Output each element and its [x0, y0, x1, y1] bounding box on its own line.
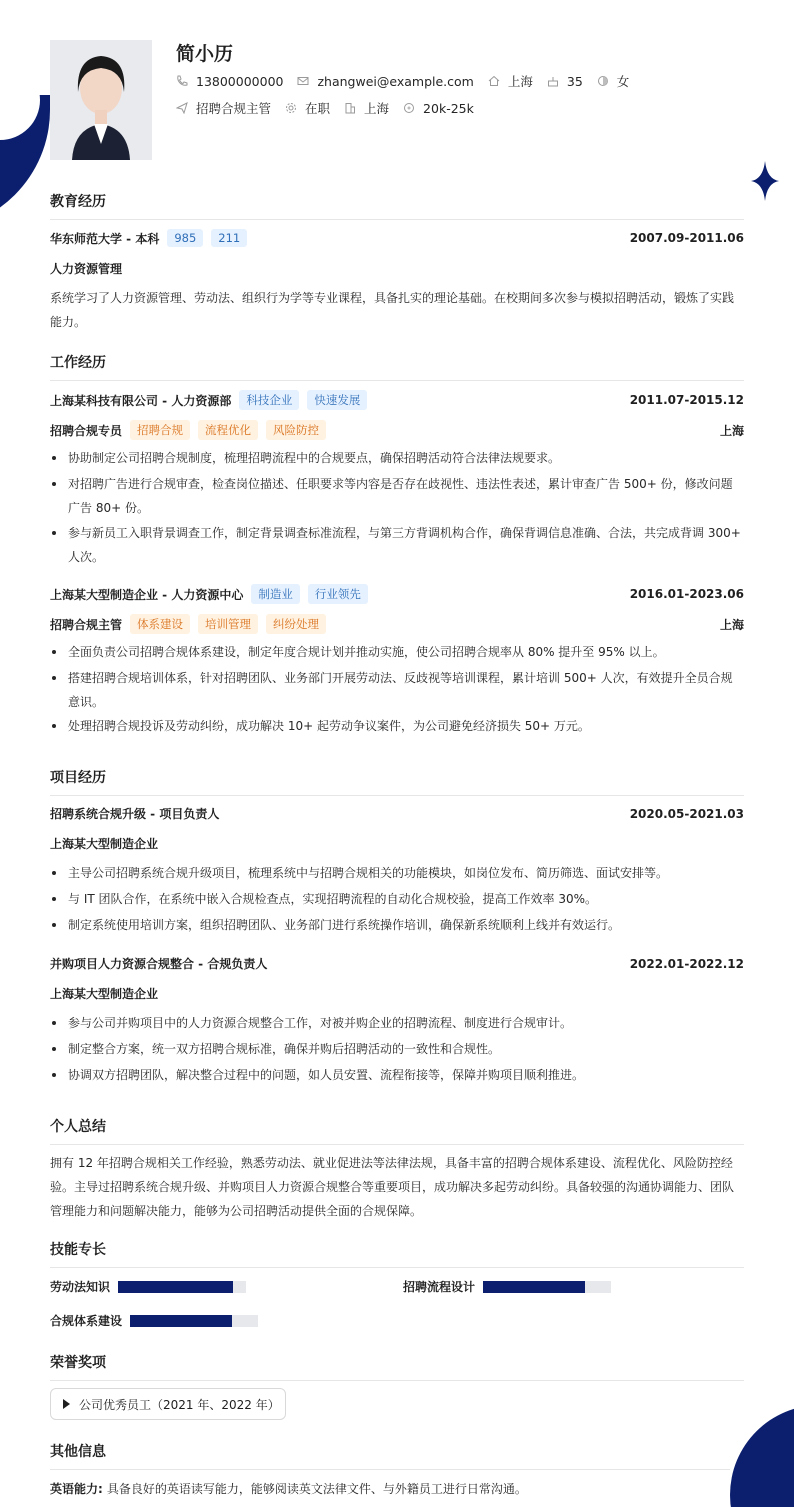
company-tag: 制造业	[251, 584, 300, 604]
skill-bar	[118, 1281, 246, 1293]
section-title: 教育经历	[50, 191, 744, 220]
location-item	[488, 72, 533, 90]
building-icon	[344, 102, 356, 114]
section-title: 个人总结	[50, 1116, 744, 1145]
work-bullet: 处理招聘合规投诉及劳动纠纷，成功解决 10+ 起劳动争议案件，为公司避免经济损失 50+ 万元。	[50, 714, 744, 738]
caret-right-icon	[63, 1399, 70, 1409]
cake-icon	[547, 75, 559, 87]
award-item[interactable]	[50, 1388, 286, 1420]
email-value: zhangwei@example.com	[317, 73, 474, 89]
section-title: 其他信息	[50, 1441, 730, 1470]
company-name: 上海某大型制造企业 - 人力资源中心	[50, 587, 244, 602]
work-date: 2016.01-2023.06	[629, 587, 744, 601]
skill-name: 合规体系建设	[50, 1314, 123, 1328]
project-date: 2022.01-2022.12	[629, 956, 744, 971]
skill-bar	[130, 1315, 258, 1327]
education-section	[50, 191, 744, 220]
skill-bar-fill	[130, 1315, 232, 1327]
avatar	[50, 40, 152, 160]
other-label: 英语能力:	[50, 1482, 103, 1496]
project-title: 招聘系统合规升级 - 项目负责人	[50, 807, 220, 821]
role-tag: 体系建设	[130, 614, 190, 634]
section-title: 项目经历	[50, 767, 744, 796]
skills-section	[50, 1239, 744, 1268]
education-desc: 系统学习了人力资源管理、劳动法、组织行为学等专业课程，具备扎实的理论基础。在校期间多次参与模拟招聘活动，锻炼了实践能力。	[50, 291, 735, 329]
work-bullet: 协助制定公司招聘合规制度，梳理招聘流程中的合规要点，确保招聘活动符合法律法规要求。	[50, 446, 744, 470]
project-title: 并购项目人力资源合规整合 - 合规负责人	[50, 957, 268, 971]
skill-bar-fill	[118, 1281, 233, 1293]
target-city-value: 上海	[364, 101, 390, 116]
school-tag: 985	[167, 229, 203, 247]
skill-bar	[483, 1281, 611, 1293]
work-bullet: 搭建招聘合规培训体系，针对招聘团队、业务部门开展劳动法、反歧视等培训课程，累计培训 500+ 人次，有效提升全员合规意识。	[50, 666, 744, 714]
other-section	[50, 1441, 730, 1470]
project-org-row	[50, 985, 744, 1002]
work-city: 上海	[719, 617, 744, 632]
phone-item	[176, 74, 283, 89]
corner-decoration-bottom	[730, 1405, 794, 1507]
major: 人力资源管理	[50, 262, 123, 276]
salary-item	[403, 101, 474, 116]
project-bullet: 与 IT 团队合作，在系统中嵌入合规检查点，实现招聘流程的自动化合规校验，提高工作效率 30%。	[50, 887, 744, 911]
job-intent-row	[176, 99, 488, 117]
position-item	[176, 99, 271, 117]
school-tag: 211	[211, 229, 247, 247]
project-bullet: 制定整合方案，统一双方招聘合规标准，确保并购后招聘活动的一致性和合规性。	[50, 1037, 744, 1061]
project-org-row	[50, 835, 744, 852]
skill-item	[50, 1312, 258, 1329]
work-header	[50, 584, 744, 604]
project-bullet: 协调双方招聘团队，解决整合过程中的问题，如人员安置、流程衔接等，保障并购项目顺利推进。	[50, 1063, 744, 1087]
project-bullet: 制定系统使用培训方案，组织招聘团队、业务部门进行系统操作培训，确保新系统顺利上线并有效运行。	[50, 913, 744, 937]
skill-name: 劳动法知识	[50, 1280, 111, 1294]
education-date: 2007.09-2011.06	[629, 231, 744, 245]
summary-text: 拥有 12 年招聘合规相关工作经验，熟悉劳动法、就业促进法等法律法规，具备丰富的招聘合规体系建设、流程优化、风险防控经验。主导过招聘系统合规升级、并购项目人力资源合规整合等重要项目，成功解决多起劳动纠纷。具备较强的沟通协调能力、团队管理能力和问题解决能力，能够为公司招聘活动提供全面的合规保障。	[50, 1156, 735, 1218]
role-tag: 流程优化	[198, 420, 258, 440]
skill-item	[403, 1278, 611, 1295]
school-name: 华东师范大学 - 本科	[50, 231, 160, 246]
other-row	[50, 1480, 730, 1497]
gender-value: 女	[616, 74, 630, 89]
project-bullet: 主导公司招聘系统合规升级项目，梳理系统中与招聘合规相关的功能模块，如岗位发布、简历筛选、面试安排等。	[50, 861, 744, 885]
project-org: 上海某大型制造企业	[50, 837, 159, 851]
section-title: 荣誉奖项	[50, 1352, 744, 1381]
home-icon	[488, 75, 500, 87]
work-header	[50, 390, 744, 410]
skill-name: 招聘流程设计	[403, 1280, 476, 1294]
company-tag: 科技企业	[239, 390, 299, 410]
salary-value: 20k-25k	[423, 100, 474, 116]
project-org: 上海某大型制造企业	[50, 987, 159, 1001]
work-city: 上海	[719, 423, 744, 438]
role-title: 招聘合规主管	[50, 617, 123, 632]
mail-icon	[297, 75, 309, 87]
age-value: 35	[566, 73, 583, 89]
star-icon	[751, 161, 779, 201]
send-icon	[176, 102, 188, 114]
age-item	[547, 74, 583, 89]
work-bullet: 全面负责公司招聘合规体系建设，制定年度合规计划并推动实施，使公司招聘合规率从 80% 提升至 95% 以上。	[50, 640, 744, 664]
contact-row	[176, 72, 643, 90]
section-title: 技能专长	[50, 1239, 744, 1268]
role-row	[50, 420, 744, 440]
work-section	[50, 352, 744, 381]
phone-value: 13800000000	[196, 73, 284, 89]
target-city-item	[344, 99, 389, 117]
gender-item	[597, 72, 630, 90]
award-label: 公司优秀员工（2021 年、2022 年）	[79, 1397, 280, 1412]
role-title: 招聘合规专员	[50, 423, 123, 438]
company-tag: 快速发展	[307, 390, 367, 410]
work-bullet: 对招聘广告进行合规审查，检查岗位描述、任职要求等内容是否存在歧视性、违法性表述，累计审查广告 500+ 份，修改问题广告 80+ 份。	[50, 472, 744, 520]
education-header	[50, 229, 744, 247]
company-name: 上海某科技有限公司 - 人力资源部	[50, 393, 232, 408]
project-date: 2020.05-2021.03	[629, 806, 744, 821]
section-title: 工作经历	[50, 352, 744, 381]
gear-icon	[285, 102, 297, 114]
status-item	[285, 99, 330, 117]
role-tag: 纠纷处理	[266, 614, 326, 634]
project-bullet: 参与公司并购项目中的人力资源合规整合工作，对被并购企业的招聘流程、制度进行合规审计。	[50, 1011, 744, 1035]
position-value: 招聘合规主管	[196, 101, 272, 116]
role-row	[50, 614, 744, 634]
other-text: 具备良好的英语读写能力，能够阅读英文法律文件、与外籍员工进行日常沟通。	[106, 1482, 527, 1496]
project-header	[50, 805, 744, 822]
company-tag: 行业领先	[308, 584, 368, 604]
phone-icon	[176, 75, 188, 87]
gender-icon	[597, 75, 609, 87]
coin-icon	[403, 102, 415, 114]
skill-item	[50, 1278, 246, 1295]
email-item	[297, 74, 473, 89]
awards-section	[50, 1352, 744, 1381]
location-value: 上海	[507, 74, 533, 89]
project-section	[50, 767, 744, 796]
project-header	[50, 955, 744, 972]
role-tag: 培训管理	[198, 614, 258, 634]
work-date: 2011.07-2015.12	[629, 393, 744, 407]
major-row	[50, 260, 744, 277]
role-tag: 招聘合规	[130, 420, 190, 440]
work-bullet: 参与新员工入职背景调查工作，制定背景调查标准流程，与第三方背调机构合作，确保背调信息准确、合法，共完成背调 300+ 人次。	[50, 521, 744, 569]
summary-section	[50, 1116, 744, 1145]
candidate-name: 简小历	[176, 43, 234, 65]
status-value: 在职	[305, 101, 331, 116]
skill-bar-fill	[483, 1281, 585, 1293]
role-tag: 风险防控	[266, 420, 326, 440]
